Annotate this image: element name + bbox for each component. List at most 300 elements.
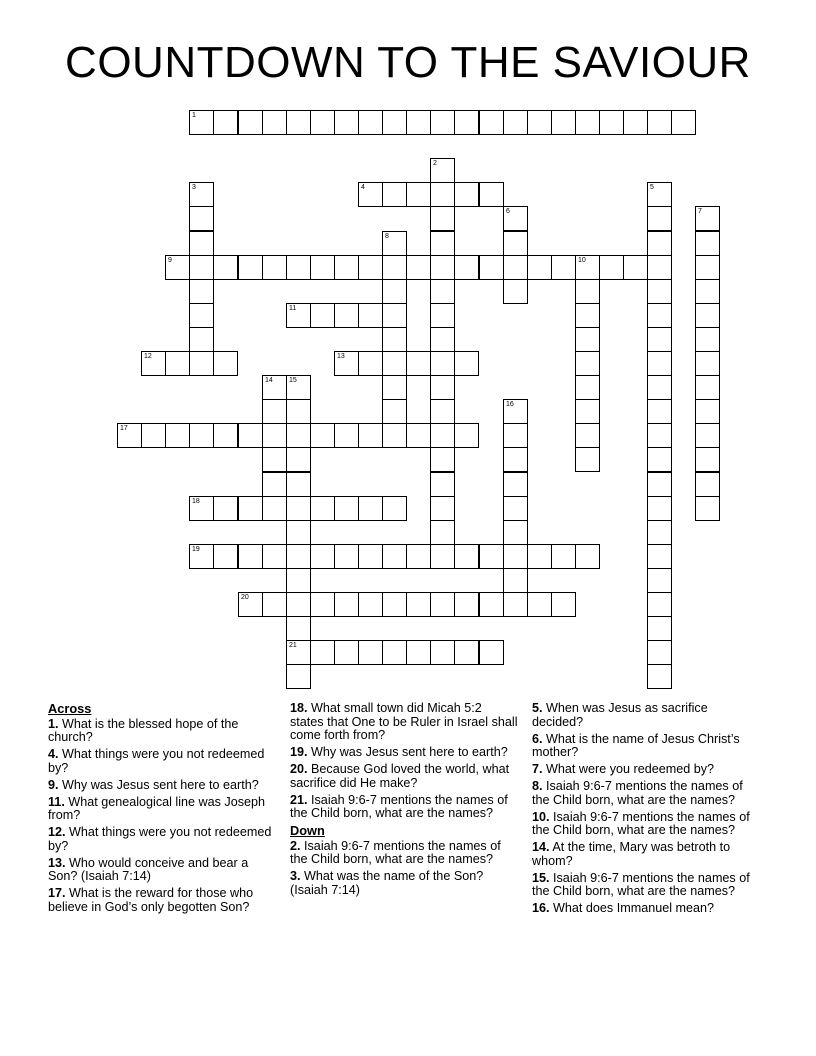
grid-cell[interactable] — [647, 472, 672, 497]
grid-cell[interactable] — [262, 447, 287, 472]
clue-number: 21. — [290, 792, 308, 807]
clue-text: What things were you not redeemed by? — [48, 825, 272, 853]
clue-across-20 — [290, 763, 518, 790]
grid-cell[interactable] — [430, 206, 455, 231]
grid-cell[interactable] — [575, 327, 600, 352]
grid-cell[interactable] — [165, 423, 190, 448]
cell-number: 21 — [289, 642, 297, 649]
clue-number: 9. — [48, 777, 59, 792]
clue-down-6 — [532, 733, 762, 760]
clue-text: Who would conceive and bear a Son? (Isaiah 7:14) — [48, 855, 249, 883]
grid-cell[interactable] — [286, 664, 311, 689]
clue-text: Isaiah 9:6-7 mentions the names of the Child born, what are the names? — [532, 870, 750, 898]
clue-down-14 — [532, 841, 762, 868]
grid-cell[interactable] — [575, 544, 600, 569]
grid-cell[interactable] — [358, 255, 383, 280]
grid-cell[interactable] — [334, 110, 359, 135]
grid-cell[interactable] — [695, 231, 720, 256]
grid-cell[interactable] — [454, 351, 479, 376]
grid-cell[interactable] — [551, 255, 576, 280]
clue-text: What is the name of Jesus Christ’s mother? — [532, 731, 740, 759]
cell-number: 8 — [385, 233, 389, 240]
grid-cell[interactable] — [430, 520, 455, 545]
grid-cell[interactable] — [117, 423, 142, 448]
clue-number: 11. — [48, 794, 65, 809]
grid-cell[interactable] — [575, 375, 600, 400]
grid-cell[interactable] — [310, 592, 335, 617]
grid-cell[interactable] — [647, 206, 672, 231]
cell-number: 7 — [698, 208, 702, 215]
grid-cell[interactable] — [647, 303, 672, 328]
clues-column-1 — [48, 702, 276, 918]
grid-cell[interactable] — [382, 399, 407, 424]
grid-cell[interactable] — [503, 472, 528, 497]
grid-cell[interactable] — [503, 568, 528, 593]
grid-cell[interactable] — [213, 496, 238, 521]
clue-text: Why was Jesus sent here to earth? — [311, 745, 508, 759]
grid-cell[interactable] — [213, 544, 238, 569]
grid-cell[interactable] — [406, 423, 431, 448]
grid-cell[interactable] — [623, 110, 648, 135]
cell-number: 3 — [192, 184, 196, 191]
clue-down-2 — [290, 840, 518, 867]
grid-cell[interactable] — [695, 423, 720, 448]
grid-cell[interactable] — [503, 110, 528, 135]
grid-cell[interactable] — [551, 110, 576, 135]
clue-across-13 — [48, 857, 276, 884]
grid-cell[interactable] — [262, 496, 287, 521]
grid-cell[interactable] — [358, 544, 383, 569]
grid-cell[interactable] — [695, 496, 720, 521]
grid-cell[interactable] — [286, 472, 311, 497]
grid-cell[interactable] — [695, 206, 720, 231]
cell-number: 9 — [168, 257, 172, 264]
grid-cell[interactable] — [310, 255, 335, 280]
grid-cell[interactable] — [286, 255, 311, 280]
clue-number: 5. — [532, 701, 543, 715]
clue-down-3 — [290, 870, 518, 897]
grid-cell[interactable] — [189, 544, 214, 569]
grid-cell[interactable] — [454, 640, 479, 665]
grid-cell[interactable] — [213, 423, 238, 448]
clue-number: 12. — [48, 825, 66, 839]
grid-cell[interactable] — [503, 423, 528, 448]
clue-text: When was Jesus as sacrifice decided? — [532, 701, 708, 729]
grid-cell[interactable] — [213, 351, 238, 376]
clue-across-21 — [290, 794, 518, 821]
cell-number: 18 — [192, 498, 200, 505]
grid-cell[interactable] — [647, 496, 672, 521]
grid-cell[interactable] — [334, 255, 359, 280]
grid-cell[interactable] — [503, 279, 528, 304]
grid-cell[interactable] — [575, 110, 600, 135]
grid-cell[interactable] — [551, 544, 576, 569]
grid-cell[interactable] — [286, 544, 311, 569]
grid-cell[interactable] — [238, 496, 263, 521]
clue-across-19 — [290, 746, 518, 760]
grid-cell[interactable] — [213, 110, 238, 135]
clue-number: 17. — [48, 886, 66, 900]
grid-cell[interactable] — [503, 447, 528, 472]
grid-cell[interactable] — [430, 158, 455, 183]
grid-cell[interactable] — [647, 664, 672, 689]
clue-text: Because God loved the world, what sacrifice did He make? — [290, 762, 510, 790]
clue-across-11 — [48, 796, 276, 823]
grid-cell[interactable] — [189, 206, 214, 231]
cell-number: 4 — [361, 184, 365, 191]
grid-cell[interactable] — [189, 327, 214, 352]
grid-cell[interactable] — [406, 255, 431, 280]
grid-cell[interactable] — [238, 544, 263, 569]
grid-cell[interactable] — [623, 255, 648, 280]
grid-cell[interactable] — [695, 303, 720, 328]
grid-cell[interactable] — [430, 303, 455, 328]
clue-number: 19. — [290, 745, 308, 759]
grid-cell[interactable] — [695, 279, 720, 304]
grid-cell[interactable] — [430, 399, 455, 424]
grid-cell[interactable] — [647, 110, 672, 135]
page-title: COUNTDOWN TO THE SAVIOUR — [65, 38, 751, 87]
grid-cell[interactable] — [575, 447, 600, 472]
clue-text: What was the name of the Son? (Isaiah 7:14) — [290, 869, 484, 897]
grid-cell[interactable] — [286, 568, 311, 593]
grid-cell[interactable] — [382, 231, 407, 256]
grid-cell[interactable] — [238, 255, 263, 280]
grid-cell[interactable] — [527, 110, 552, 135]
clue-text: What genealogical line was Joseph from? — [48, 794, 266, 822]
clue-text: What is the reward for those who believe in God’s only begotten Son? — [48, 886, 254, 914]
grid-cell[interactable] — [454, 544, 479, 569]
clue-text: At the time, Mary was betroth to whom? — [532, 840, 731, 868]
clues-column-2 — [290, 702, 518, 901]
grid-cell[interactable] — [695, 375, 720, 400]
clue-number: 4. — [48, 747, 59, 761]
cell-number: 1 — [192, 112, 196, 119]
cell-number: 2 — [433, 160, 437, 167]
clue-text: What small town did Micah 5:2 states that One to be Ruler in Israel shall come forth from? — [290, 701, 518, 742]
grid-cell[interactable] — [430, 182, 455, 207]
grid-cell[interactable] — [647, 592, 672, 617]
clue-down-16 — [532, 902, 762, 916]
grid-cell[interactable] — [165, 351, 190, 376]
clue-across-17 — [48, 887, 276, 914]
grid-cell[interactable] — [189, 423, 214, 448]
clue-number: 8. — [532, 779, 543, 793]
grid-cell[interactable] — [262, 255, 287, 280]
grid-cell[interactable] — [430, 351, 455, 376]
cell-number: 11 — [289, 305, 297, 312]
grid-cell[interactable] — [262, 375, 287, 400]
grid-cell[interactable] — [334, 592, 359, 617]
grid-cell[interactable] — [406, 640, 431, 665]
clue-text: Isaiah 9:6-7 mentions the names of the Child born, what are the names? — [290, 838, 501, 866]
grid-cell[interactable] — [527, 255, 552, 280]
clues-column-3 — [532, 702, 762, 919]
grid-cell[interactable] — [575, 423, 600, 448]
grid-cell[interactable] — [430, 375, 455, 400]
grid-cell[interactable] — [358, 640, 383, 665]
grid-cell[interactable] — [430, 544, 455, 569]
grid-cell[interactable] — [382, 110, 407, 135]
grid-cell[interactable] — [382, 351, 407, 376]
grid-cell[interactable] — [599, 255, 624, 280]
clue-text: What is the blessed hope of the church? — [48, 716, 239, 744]
grid-cell[interactable] — [503, 399, 528, 424]
grid-cell[interactable] — [358, 351, 383, 376]
grid-cell[interactable] — [647, 568, 672, 593]
grid-cell[interactable] — [286, 592, 311, 617]
grid-cell[interactable] — [382, 303, 407, 328]
grid-cell[interactable] — [599, 110, 624, 135]
clue-down-7 — [532, 763, 762, 777]
clue-text: What things were you not redeemed by? — [48, 747, 265, 775]
grid-cell[interactable] — [647, 520, 672, 545]
grid-cell[interactable] — [479, 182, 504, 207]
clue-text: Isaiah 9:6-7 mentions the names of the Child born, what are the names? — [532, 779, 743, 807]
clue-across-1 — [48, 718, 276, 745]
clue-across-4 — [48, 748, 276, 775]
grid-cell[interactable] — [286, 496, 311, 521]
grid-cell[interactable] — [454, 592, 479, 617]
grid-cell[interactable] — [334, 544, 359, 569]
grid-cell[interactable] — [430, 255, 455, 280]
grid-cell[interactable] — [647, 423, 672, 448]
grid-cell[interactable] — [334, 351, 359, 376]
grid-cell[interactable] — [189, 182, 214, 207]
grid-cell[interactable] — [382, 279, 407, 304]
grid-cell[interactable] — [695, 399, 720, 424]
clue-number: 15. — [532, 870, 550, 885]
grid-cell[interactable] — [189, 351, 214, 376]
grid-cell[interactable] — [189, 231, 214, 256]
grid-cell[interactable] — [286, 110, 311, 135]
grid-cell[interactable] — [334, 496, 359, 521]
grid-cell[interactable] — [503, 592, 528, 617]
grid-cell[interactable] — [479, 110, 504, 135]
grid-cell[interactable] — [334, 423, 359, 448]
grid-cell[interactable] — [189, 496, 214, 521]
grid-cell[interactable] — [310, 423, 335, 448]
grid-cell[interactable] — [310, 303, 335, 328]
grid-cell[interactable] — [358, 110, 383, 135]
grid-cell[interactable] — [382, 423, 407, 448]
grid-cell[interactable] — [647, 447, 672, 472]
clue-across-12 — [48, 826, 276, 853]
clue-text: Isaiah 9:6-7 mentions the names of the Child born, what are the names? — [290, 792, 508, 820]
grid-cell[interactable] — [454, 182, 479, 207]
grid-cell[interactable] — [430, 592, 455, 617]
grid-cell[interactable] — [286, 616, 311, 641]
clue-number: 18. — [290, 701, 308, 715]
grid-cell[interactable] — [382, 327, 407, 352]
across-heading: Across — [48, 701, 92, 716]
grid-cell[interactable] — [503, 544, 528, 569]
down-heading: Down — [290, 823, 325, 838]
grid-cell[interactable] — [479, 640, 504, 665]
grid-cell[interactable] — [430, 640, 455, 665]
grid-cell[interactable] — [382, 640, 407, 665]
grid-cell[interactable] — [262, 592, 287, 617]
clue-number: 6. — [532, 731, 543, 746]
grid-cell[interactable] — [213, 255, 238, 280]
clue-across-18 — [290, 702, 518, 743]
grid-cell[interactable] — [286, 399, 311, 424]
grid-cell[interactable] — [358, 592, 383, 617]
grid-cell[interactable] — [141, 423, 166, 448]
grid-cell[interactable] — [165, 255, 190, 280]
grid-cell[interactable] — [189, 255, 214, 280]
grid-cell[interactable] — [575, 399, 600, 424]
cell-number: 19 — [192, 546, 200, 553]
grid-cell[interactable] — [406, 182, 431, 207]
grid-cell[interactable] — [430, 231, 455, 256]
clue-number: 16. — [532, 901, 550, 915]
grid-cell[interactable] — [286, 640, 311, 665]
grid-cell[interactable] — [647, 231, 672, 256]
grid-cell[interactable] — [695, 472, 720, 497]
grid-cell[interactable] — [479, 592, 504, 617]
grid-cell[interactable] — [647, 182, 672, 207]
clue-number: 13. — [48, 855, 66, 870]
clue-down-10 — [532, 811, 762, 838]
grid-cell[interactable] — [382, 255, 407, 280]
grid-cell[interactable] — [647, 255, 672, 280]
grid-cell[interactable] — [286, 303, 311, 328]
grid-cell[interactable] — [382, 375, 407, 400]
clue-across-9 — [48, 779, 276, 793]
grid-cell[interactable] — [695, 351, 720, 376]
cell-number: 10 — [578, 257, 586, 264]
grid-cell[interactable] — [695, 327, 720, 352]
grid-cell[interactable] — [334, 640, 359, 665]
grid-cell[interactable] — [454, 423, 479, 448]
clue-number: 20. — [290, 762, 308, 776]
grid-cell[interactable] — [310, 640, 335, 665]
grid-cell[interactable] — [647, 279, 672, 304]
grid-cell[interactable] — [671, 110, 696, 135]
cell-number: 17 — [120, 425, 128, 432]
clue-text: What were you redeemed by? — [546, 762, 715, 776]
grid-cell[interactable] — [430, 327, 455, 352]
grid-cell[interactable] — [406, 351, 431, 376]
clue-number: 1. — [48, 716, 59, 731]
grid-cell[interactable] — [647, 351, 672, 376]
grid-cell[interactable] — [503, 255, 528, 280]
cell-number: 16 — [506, 401, 514, 408]
grid-cell[interactable] — [551, 592, 576, 617]
grid-cell[interactable] — [310, 110, 335, 135]
grid-cell[interactable] — [647, 327, 672, 352]
grid-cell[interactable] — [479, 255, 504, 280]
grid-cell[interactable] — [406, 110, 431, 135]
grid-cell[interactable] — [647, 544, 672, 569]
grid-cell[interactable] — [310, 496, 335, 521]
clue-down-15 — [532, 872, 762, 899]
grid-cell[interactable] — [189, 110, 214, 135]
grid-cell[interactable] — [503, 520, 528, 545]
grid-cell[interactable] — [695, 447, 720, 472]
cell-number: 6 — [506, 208, 510, 215]
grid-cell[interactable] — [503, 231, 528, 256]
grid-cell[interactable] — [647, 616, 672, 641]
grid-cell[interactable] — [406, 592, 431, 617]
grid-cell[interactable] — [262, 544, 287, 569]
grid-cell[interactable] — [430, 110, 455, 135]
grid-cell[interactable] — [454, 110, 479, 135]
grid-cell[interactable] — [382, 544, 407, 569]
cell-number: 15 — [289, 377, 297, 384]
grid-cell[interactable] — [406, 544, 431, 569]
grid-cell[interactable] — [238, 423, 263, 448]
grid-cell[interactable] — [286, 423, 311, 448]
grid-cell[interactable] — [238, 592, 263, 617]
grid-cell[interactable] — [262, 399, 287, 424]
grid-cell[interactable] — [262, 110, 287, 135]
grid-cell[interactable] — [334, 303, 359, 328]
cell-number: 5 — [650, 184, 654, 191]
grid-cell[interactable] — [238, 110, 263, 135]
clue-text: Isaiah 9:6-7 mentions the names of the Child born, what are the names? — [532, 809, 750, 837]
grid-cell[interactable] — [575, 255, 600, 280]
grid-cell[interactable] — [647, 399, 672, 424]
grid-cell[interactable] — [189, 279, 214, 304]
grid-cell[interactable] — [430, 279, 455, 304]
clue-number: 7. — [532, 762, 543, 776]
grid-cell[interactable] — [695, 255, 720, 280]
grid-cell[interactable] — [189, 303, 214, 328]
grid-cell[interactable] — [430, 472, 455, 497]
grid-cell[interactable] — [430, 447, 455, 472]
cell-number: 12 — [144, 353, 152, 360]
grid-cell[interactable] — [575, 303, 600, 328]
grid-cell[interactable] — [358, 182, 383, 207]
grid-cell[interactable] — [575, 279, 600, 304]
grid-cell[interactable] — [358, 423, 383, 448]
grid-cell[interactable] — [262, 423, 287, 448]
grid-cell[interactable] — [575, 351, 600, 376]
grid-cell[interactable] — [310, 544, 335, 569]
cell-number: 13 — [337, 353, 345, 360]
grid-cell[interactable] — [479, 544, 504, 569]
grid-cell[interactable] — [647, 375, 672, 400]
grid-cell[interactable] — [382, 496, 407, 521]
grid-cell[interactable] — [527, 544, 552, 569]
clue-down-5 — [532, 702, 762, 729]
clue-down-8 — [532, 780, 762, 807]
clue-text: What does Immanuel mean? — [553, 901, 715, 915]
grid-cell[interactable] — [647, 640, 672, 665]
clue-text: Why was Jesus sent here to earth? — [62, 777, 259, 792]
grid-cell[interactable] — [430, 496, 455, 521]
grid-cell[interactable] — [527, 592, 552, 617]
grid-cell[interactable] — [503, 496, 528, 521]
grid-cell[interactable] — [454, 255, 479, 280]
grid-cell[interactable] — [430, 423, 455, 448]
grid-cell[interactable] — [382, 592, 407, 617]
grid-cell[interactable] — [286, 520, 311, 545]
cell-number: 20 — [241, 594, 249, 601]
grid-cell[interactable] — [262, 472, 287, 497]
grid-cell[interactable] — [358, 496, 383, 521]
grid-cell[interactable] — [286, 447, 311, 472]
grid-cell[interactable] — [286, 375, 311, 400]
grid-cell[interactable] — [382, 182, 407, 207]
grid-cell[interactable] — [503, 206, 528, 231]
clue-number: 3. — [290, 869, 301, 883]
cell-number: 14 — [265, 377, 273, 384]
grid-cell[interactable] — [358, 303, 383, 328]
grid-cell[interactable] — [141, 351, 166, 376]
